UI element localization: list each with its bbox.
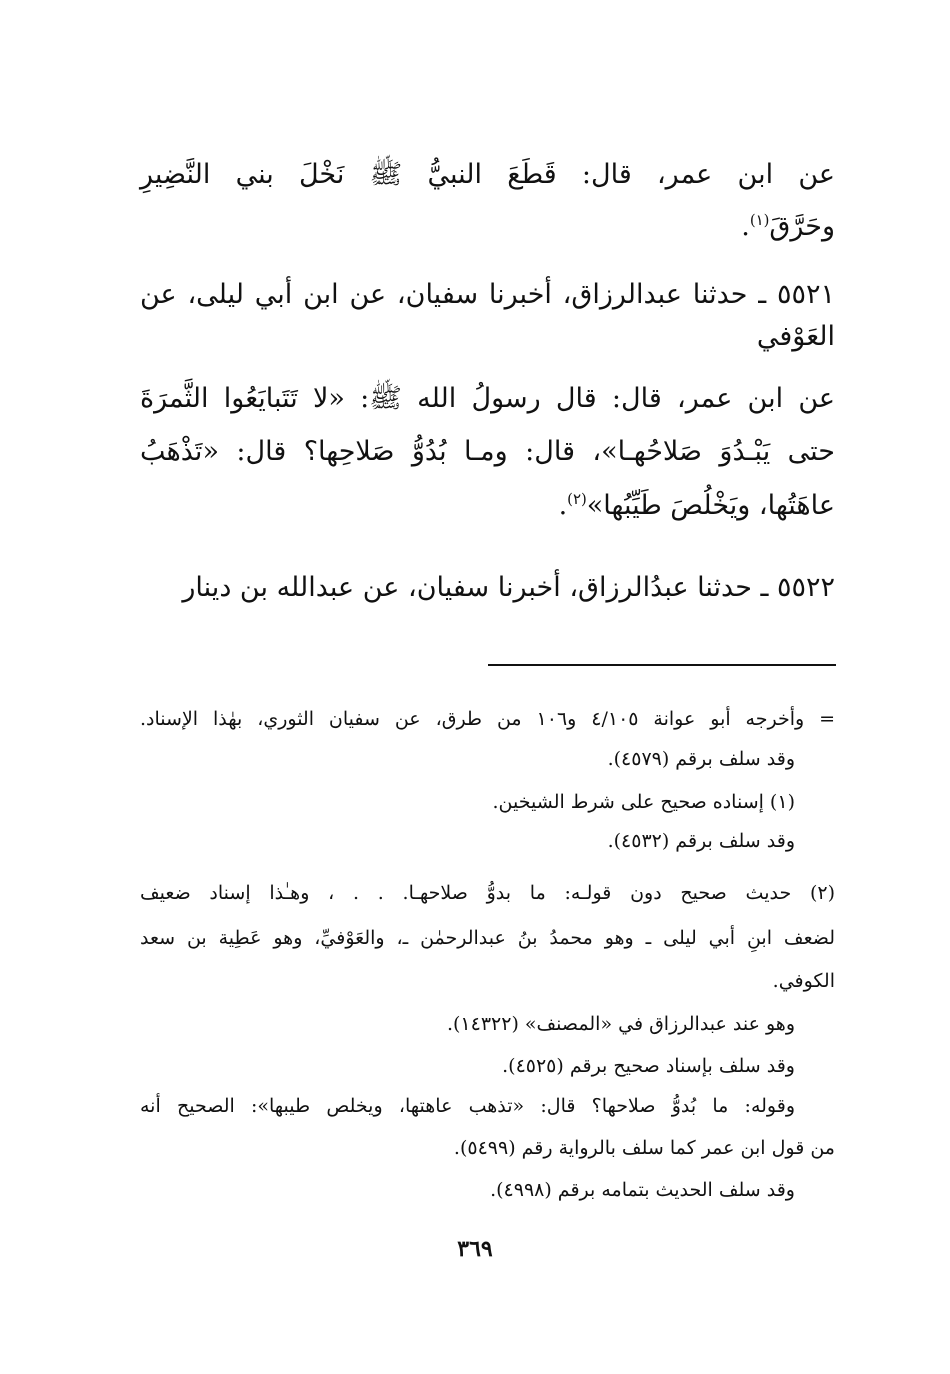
footnote-line-3: (١) إسناده صحيح على شرط الشيخين. (492, 791, 795, 813)
footnote-ref-1: (١) (749, 211, 770, 229)
end-punctuation: . (741, 211, 750, 242)
footnote-line-4: وقد سلف برقم (٤٥٣٢). (607, 830, 795, 852)
footnote-line-8: وهو عند عبدالرزاق في «المصنف» (١٤٣٢٢). (446, 1013, 795, 1035)
footnote-line-11: من قول ابن عمر كما سلف بالرواية رقم (٥٤٩٩). (453, 1137, 835, 1159)
footnote-line-7: الكوفي. (772, 970, 835, 992)
footnote-line-5: (٢) حديث صحيح دون قولـه: ما بدوُّ صلاحهـا. . . ، وهـٰذا إسناد ضعيف (140, 882, 835, 904)
hadith-5522-isnad-line: ٥٥٢٢ ـ حدثنا عبدُالرزاق، أخبرنا سفيان، عن عبدالله بن دينار (182, 572, 835, 603)
footnote-line-6: لضعف ابنِ أبي ليلى ـ وهو محمدُ بنُ عبدالرحمٰن ـ، والعَوْفيِّ، وهو عَطِية بن سعد (140, 927, 835, 949)
hadith-5521-text-line-2: حتى يَبْـدُوَ صَلاحُهـا»، قال: ومـا بُدُوُّ صَلاحِها؟ قال: «تَذْهَبُ (140, 436, 835, 467)
hadith-5521-text-line-3 (559, 490, 835, 521)
hadith-5521-text-line-1: عن ابن عمر، قال: قال رسولُ الله ﷺ: «لا تَتَبايَعُوا الثَّمرَةَ (140, 383, 835, 414)
footnote-line-1: = وأخرجه أبو عوانة ٤/١٠٥ و١٠٦ من طرق، عن سفيان الثوري، بهٰذا الإسناد. (140, 708, 836, 730)
main-text-segment: عاهَتُها، ويَخْلُصَ طَيِّبُها» (586, 490, 835, 521)
page-number: ٣٦٩ (457, 1236, 493, 1262)
footnote-divider (488, 664, 836, 666)
footnote-line-10: وقوله: ما بُدوُّ صلاحها؟ قال: «تذهب عاهتها، ويخلص طيبها»: الصحيح أنه (140, 1095, 795, 1117)
main-text-segment: وحَرَّقَ (769, 211, 835, 242)
footnote-line-12: وقد سلف الحديث بتمامه برقم (٤٩٩٨). (490, 1179, 795, 1201)
footnote-ref-2: (٢) (567, 490, 587, 508)
main-text-line-2 (741, 211, 835, 242)
footnote-line-9: وقد سلف بإسناد صحيح برقم (٤٥٢٥). (502, 1055, 795, 1077)
hadith-5521-isnad-line-2: العَوْفي (756, 321, 835, 352)
footnote-line-2: وقد سلف برقم (٤٥٧٩). (607, 748, 795, 770)
hadith-5521-isnad-line-1: ٥٥٢١ ـ حدثنا عبدالرزاق، أخبرنا سفيان، عن ابن أبي ليلى، عن (140, 279, 835, 310)
end-punctuation: . (558, 490, 568, 521)
main-text-line-1: عن ابن عمر، قال: قَطَعَ النبيُّ ﷺ نَخْلَ بني النَّضِيرِ (140, 159, 835, 190)
